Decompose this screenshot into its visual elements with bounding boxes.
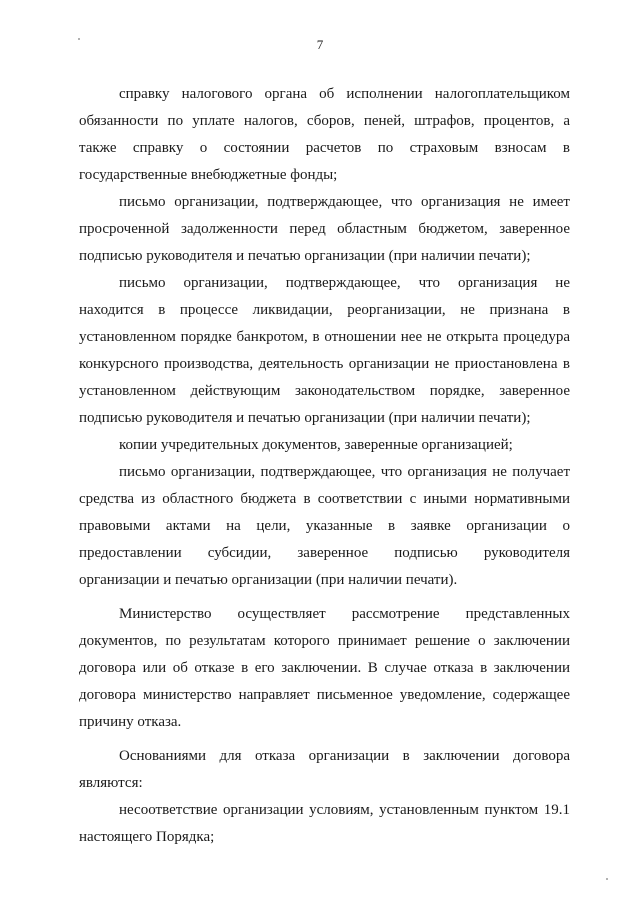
text-line: Основаниями для отказа организации в заключении договора — [119, 748, 570, 764]
text-line: причину отказа. — [79, 714, 182, 730]
paragraph — [79, 459, 570, 594]
text-line: просроченной задолженности перед областным бюджетом, заверенное — [79, 221, 570, 237]
page-number: 7 — [316, 37, 324, 52]
text-line: письмо организации, подтверждающее, что организация не получает — [119, 464, 570, 480]
text-line: также справку о состоянии расчетов по страховым взносам в — [79, 140, 570, 156]
paragraph — [79, 189, 570, 270]
paragraph — [79, 743, 570, 797]
text-line: государственные внебюджетные фонды; — [79, 167, 338, 183]
text-line: правовыми актами на цели, указанные в заявке организации о — [79, 518, 570, 534]
text-line: конкурсного производства, деятельность организации не приостановлена в — [79, 356, 570, 372]
text-line: договора или об отказе в его заключении. В случае отказа в заключении — [79, 660, 570, 676]
document-body — [79, 81, 570, 851]
text-line: находится в процессе ликвидации, реорганизации, не признана в — [79, 302, 570, 318]
text-line: установленном порядке банкротом, в отношении нее не открыта процедура — [79, 329, 570, 345]
text-line: установленном действующим законодательством порядке, заверенное — [79, 383, 570, 399]
text-line: письмо организации, подтверждающее, что организация не — [119, 275, 570, 291]
paragraph — [79, 432, 570, 459]
text-line: организации и печатью организации (при наличии печати). — [79, 572, 458, 588]
text-line: подписью руководителя и печатью организации (при наличии печати); — [79, 248, 531, 264]
scan-speck — [606, 878, 608, 880]
text-line: письмо организации, подтверждающее, что организация не имеет — [119, 194, 570, 210]
scan-speck — [78, 38, 80, 40]
text-line: документов, по результатам которого принимает решение о заключении — [79, 633, 570, 649]
text-line: договора министерство направляет письменное уведомление, содержащее — [79, 687, 570, 703]
paragraph — [79, 270, 570, 432]
text-line: Министерство осуществляет рассмотрение представленных — [119, 606, 570, 622]
text-line: несоответствие организации условиям, установленным пунктом 19.1 — [119, 802, 570, 818]
paragraph — [79, 601, 570, 736]
text-line: настоящего Порядка; — [79, 829, 215, 845]
paragraph — [79, 797, 570, 851]
text-line: обязанности по уплате налогов, сборов, пеней, штрафов, процентов, а — [79, 113, 570, 129]
text-line: копии учредительных документов, заверенные организацией; — [119, 437, 513, 453]
paragraph — [79, 81, 570, 189]
text-line: предоставлении субсидии, заверенное подписью руководителя — [79, 545, 570, 561]
text-line: справку налогового органа об исполнении налогоплательщиком — [119, 86, 570, 102]
text-line: являются: — [79, 775, 143, 791]
text-line: подписью руководителя и печатью организации (при наличии печати); — [79, 410, 531, 426]
text-line: средства из областного бюджета в соответствии с иными нормативными — [79, 491, 570, 507]
